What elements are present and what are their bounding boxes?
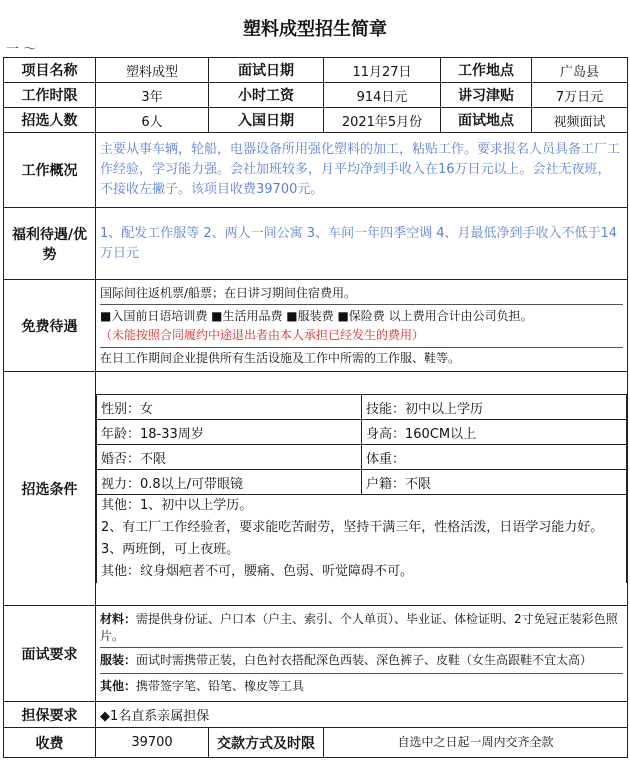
- welfare-text: 1、配发工作服等 2、两人一间公寓 3、车间一年四季空调 4、月最低净到手收入不低于14万日元: [96, 208, 628, 280]
- other-condition-line: 其他：1、初中以上学历。: [101, 498, 253, 513]
- clothing-label: 服装：: [100, 652, 137, 667]
- project-name-value: 塑料成型: [96, 58, 209, 83]
- materials-line: [100, 609, 623, 648]
- work-term-label: 工作时限: [4, 83, 96, 108]
- table-row: [4, 280, 628, 372]
- overview-label: 工作概况: [4, 133, 96, 208]
- training-allowance-label: 讲习津贴: [441, 83, 532, 108]
- headcount-label: 招选人数: [4, 108, 96, 133]
- welfare-label: 福利待遇/优势: [4, 208, 96, 280]
- other-condition-line: 其他：纹身烟疤者不可，腰痛、色弱、听觉障碍不可。: [101, 564, 414, 579]
- overview-text: 主要从事车辆，轮船，电器设备所用强化塑料的加工，粘贴工作。要求报名人员具备工厂工作经验，学习能力强。会社加班较多，月平均净到手收入在16万日元以上。会社无夜班，不接收左撇子。该项目收费39700元。: [96, 133, 628, 208]
- interview-date-label: 面试日期: [209, 58, 324, 83]
- entry-date-label: 入国日期: [209, 108, 324, 133]
- entry-date-value: 2021年5月份: [324, 108, 441, 133]
- table-row: [4, 208, 628, 280]
- free-benefits-line: 国际间往返机票/船票；在日讲习期间住宿费用。: [100, 283, 623, 305]
- interview-location-label: 面试地点: [441, 108, 532, 133]
- payment-method-text: 自选中之日起一周内交齐全款: [324, 728, 628, 758]
- conditions-content: [96, 372, 628, 606]
- interview-req-content: [96, 606, 628, 702]
- free-benefits-content: [96, 280, 628, 372]
- hourly-wage-label: 小时工资: [209, 83, 324, 108]
- vision-field: 视力：0.8以上/可带眼镜: [97, 470, 362, 495]
- table-row: [4, 606, 628, 702]
- materials-label: 材料：: [100, 611, 137, 626]
- other-condition-line: 2、有工厂工作经验者，要求能吃苦耐劳，坚持干满三年，性格活泼，日语学习能力好。: [101, 520, 604, 535]
- table-row: [4, 83, 628, 108]
- clothing-text: 面试时需携带正装，白色衬衣搭配深色西装、深色裤子、皮鞋（女生高跟鞋不宜太高）: [136, 652, 593, 667]
- age-field: 年龄：18-33周岁: [97, 420, 362, 445]
- fee-value: 39700: [96, 728, 209, 758]
- interview-location-value: 视频面试: [532, 108, 628, 133]
- free-benefits-line: 在日工作期间企业提供所有生活设施及工作中所需的工作服、鞋等。: [100, 350, 461, 365]
- conditions-grid: [96, 394, 627, 583]
- table-row: [4, 372, 628, 606]
- free-benefits-line: ■入国前日语培训费 ■生活用品费 ■服装费 ■保险费 以上费用合计由公司负担。: [100, 308, 533, 323]
- recruitment-table: [3, 57, 628, 758]
- materials-text: 需提供身份证、户口本（户主、索引、个人单页）、毕业证、体检证明、2寸免冠正装彩色照片。: [100, 611, 618, 643]
- guarantee-text: ◆1名直系亲属担保: [96, 702, 628, 728]
- weight-field: 体重：: [362, 445, 627, 470]
- interview-req-label: 面试要求: [4, 606, 96, 702]
- work-term-value: 3年: [96, 83, 209, 108]
- other-label: 其他：: [100, 678, 137, 693]
- payment-method-label: 交款方式及时限: [209, 728, 324, 758]
- other-text: 携带签字笔、铅笔、橡皮等工具: [136, 678, 305, 693]
- page-title: 塑料成型招生简章: [243, 19, 387, 40]
- project-name-label: 项目名称: [4, 58, 96, 83]
- other-condition-line: 3、两班倒，可上夜班。: [101, 542, 240, 557]
- other-conditions: [97, 495, 627, 584]
- pen-mark: 一 〜: [6, 42, 37, 57]
- table-row: [4, 702, 628, 728]
- table-row: [4, 58, 628, 83]
- work-location-label: 工作地点: [441, 58, 532, 83]
- fee-label: 收费: [4, 728, 96, 758]
- work-location-value: 广岛县: [532, 58, 628, 83]
- headcount-value: 6人: [96, 108, 209, 133]
- hourly-wage-value: 914日元: [324, 83, 441, 108]
- free-benefits-warning: （未能按照合同履约中途退出者由本人承担已经发生的费用）: [100, 326, 623, 348]
- gender-field: 性别：女: [97, 395, 362, 420]
- table-row: [4, 108, 628, 133]
- table-row: [4, 728, 628, 758]
- height-field: 身高：160CM以上: [362, 420, 627, 445]
- other-line: [100, 674, 623, 699]
- marriage-field: 婚否：不限: [97, 445, 362, 470]
- skill-field: 技能：初中以上学历: [362, 395, 627, 420]
- training-allowance-value: 7万日元: [532, 83, 628, 108]
- guarantee-label: 担保要求: [4, 702, 96, 728]
- clothing-line: [100, 648, 623, 674]
- free-benefits-label: 免费待遇: [4, 280, 96, 372]
- table-row: [4, 133, 628, 208]
- interview-date-value: 11月27日: [324, 58, 441, 83]
- conditions-label: 招选条件: [4, 372, 96, 606]
- household-field: 户籍：不限: [362, 470, 627, 495]
